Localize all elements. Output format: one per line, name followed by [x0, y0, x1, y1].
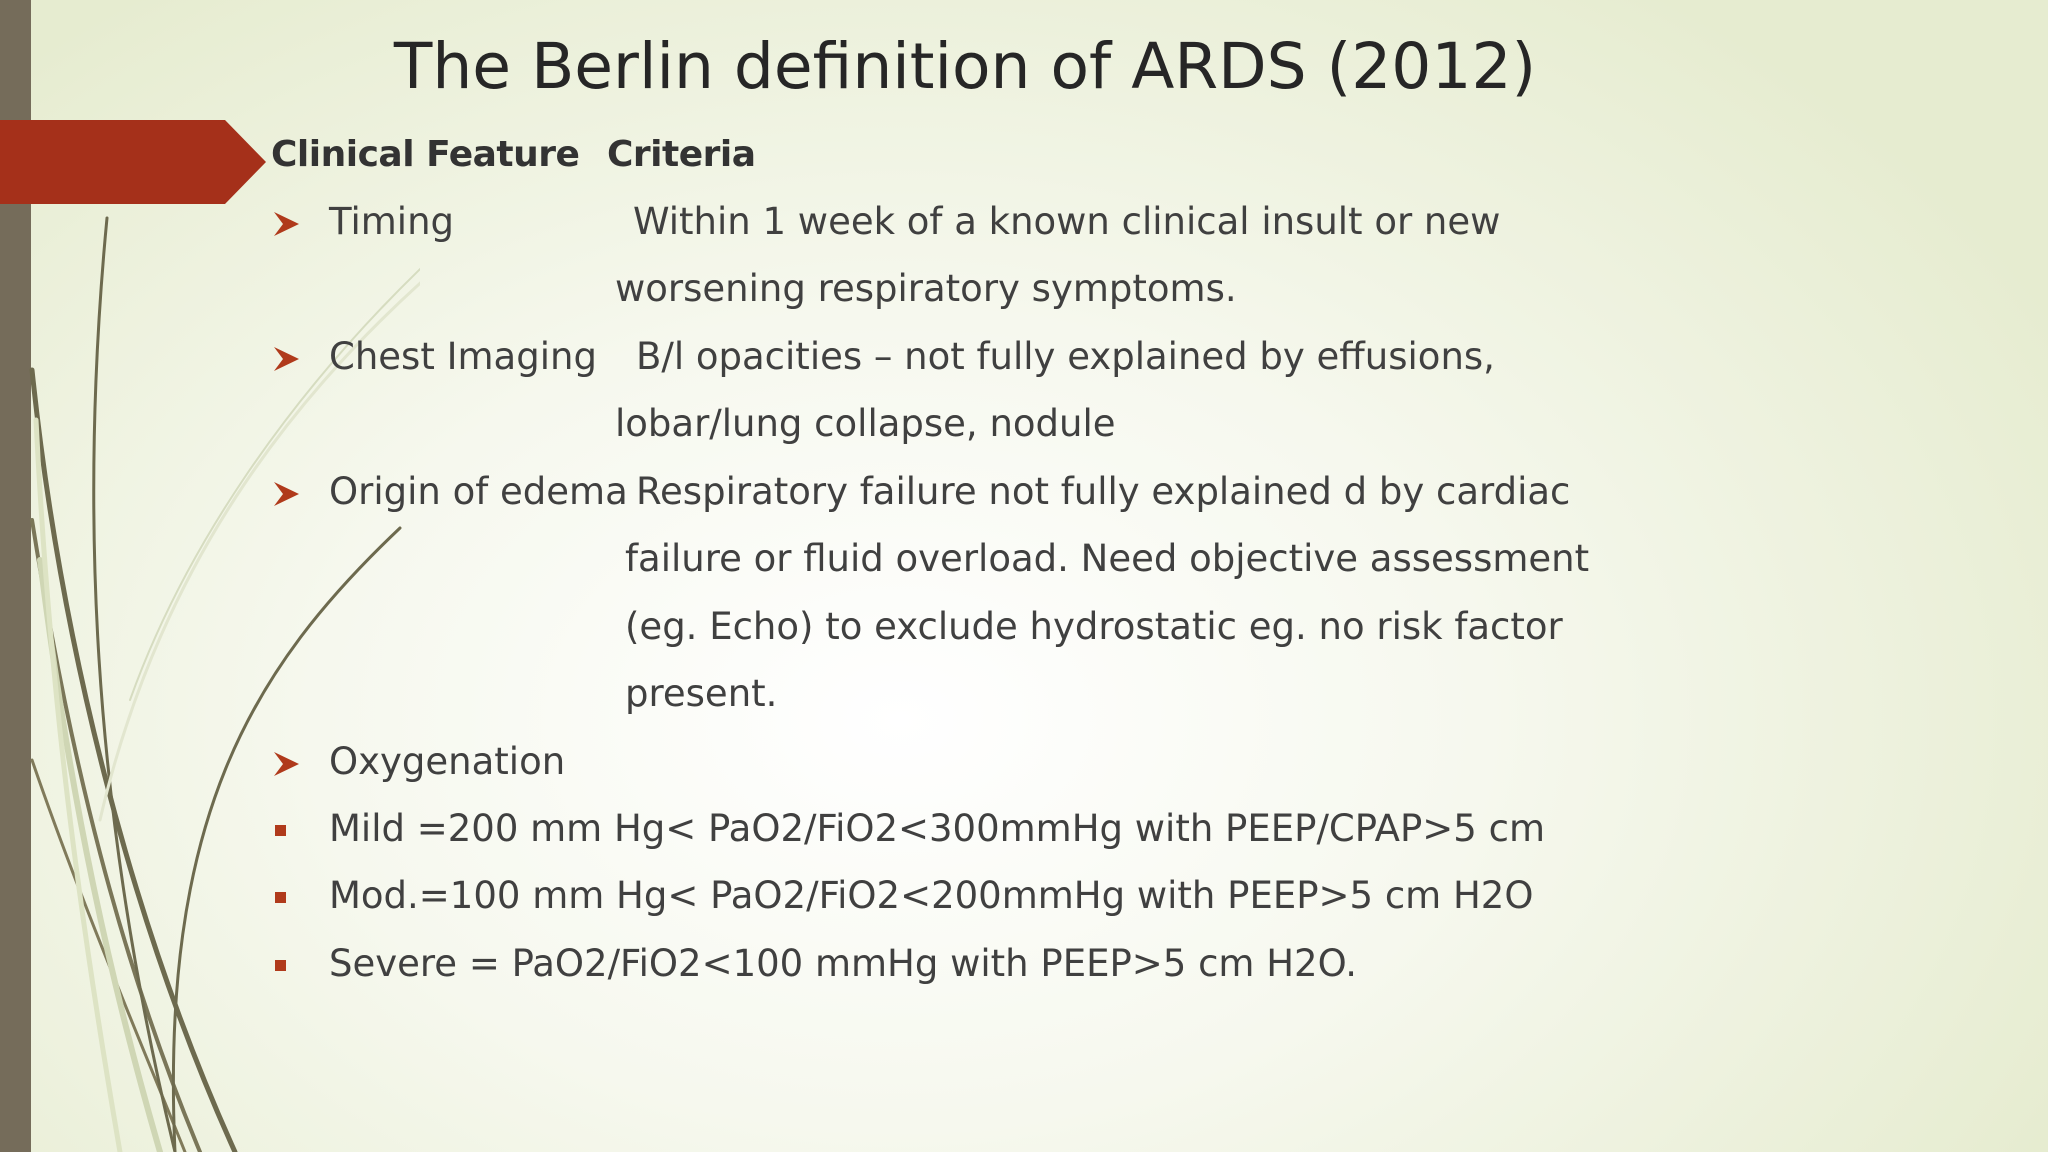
criteria-line: Within 1 week of a known clinical insult or new: [633, 200, 1501, 243]
column-header-feature: Clinical Feature: [271, 134, 580, 175]
criteria-line: (eg. Echo) to exclude hydrostatic eg. no risk factor: [625, 605, 1563, 648]
feature-label-origin-of-edema: Origin of edema: [329, 470, 628, 513]
feature-label-timing: Timing: [329, 200, 455, 243]
criteria-line: B/l opacities – not fully explained by effusions,: [636, 335, 1495, 378]
column-header-criteria: Criteria: [607, 134, 756, 175]
criteria-line: failure or fluid overload. Need objective assessment: [625, 537, 1590, 580]
square-bullet-icon: [275, 825, 286, 836]
arrowhead-bullet-icon: [272, 749, 302, 779]
criteria-line: lobar/lung collapse, nodule: [615, 402, 1116, 445]
slide-title: The Berlin definition of ARDS (2012): [393, 30, 1537, 103]
criteria-line: Respiratory failure not fully explained d by cardiac: [636, 470, 1571, 513]
criteria-line: worsening respiratory symptoms.: [615, 267, 1237, 310]
feature-label-oxygenation: Oxygenation: [329, 740, 566, 783]
feature-label-chest-imaging: Chest Imaging: [329, 335, 597, 378]
arrowhead-bullet-icon: [272, 344, 302, 374]
severity-mild: Mild =200 mm Hg< PaO2/FiO2<300mmHg with PEEP/CPAP>5 cm: [329, 807, 1545, 850]
arrowhead-bullet-icon: [272, 209, 302, 239]
arrowhead-bullet-icon: [272, 479, 302, 509]
severity-severe: Severe = PaO2/FiO2<100 mmHg with PEEP>5 cm H2O.: [329, 942, 1357, 985]
square-bullet-icon: [275, 892, 286, 903]
severity-moderate: Mod.=100 mm Hg< PaO2/FiO2<200mmHg with PEEP>5 cm H2O: [329, 874, 1534, 917]
square-bullet-icon: [275, 960, 286, 971]
criteria-line: present.: [625, 672, 778, 715]
